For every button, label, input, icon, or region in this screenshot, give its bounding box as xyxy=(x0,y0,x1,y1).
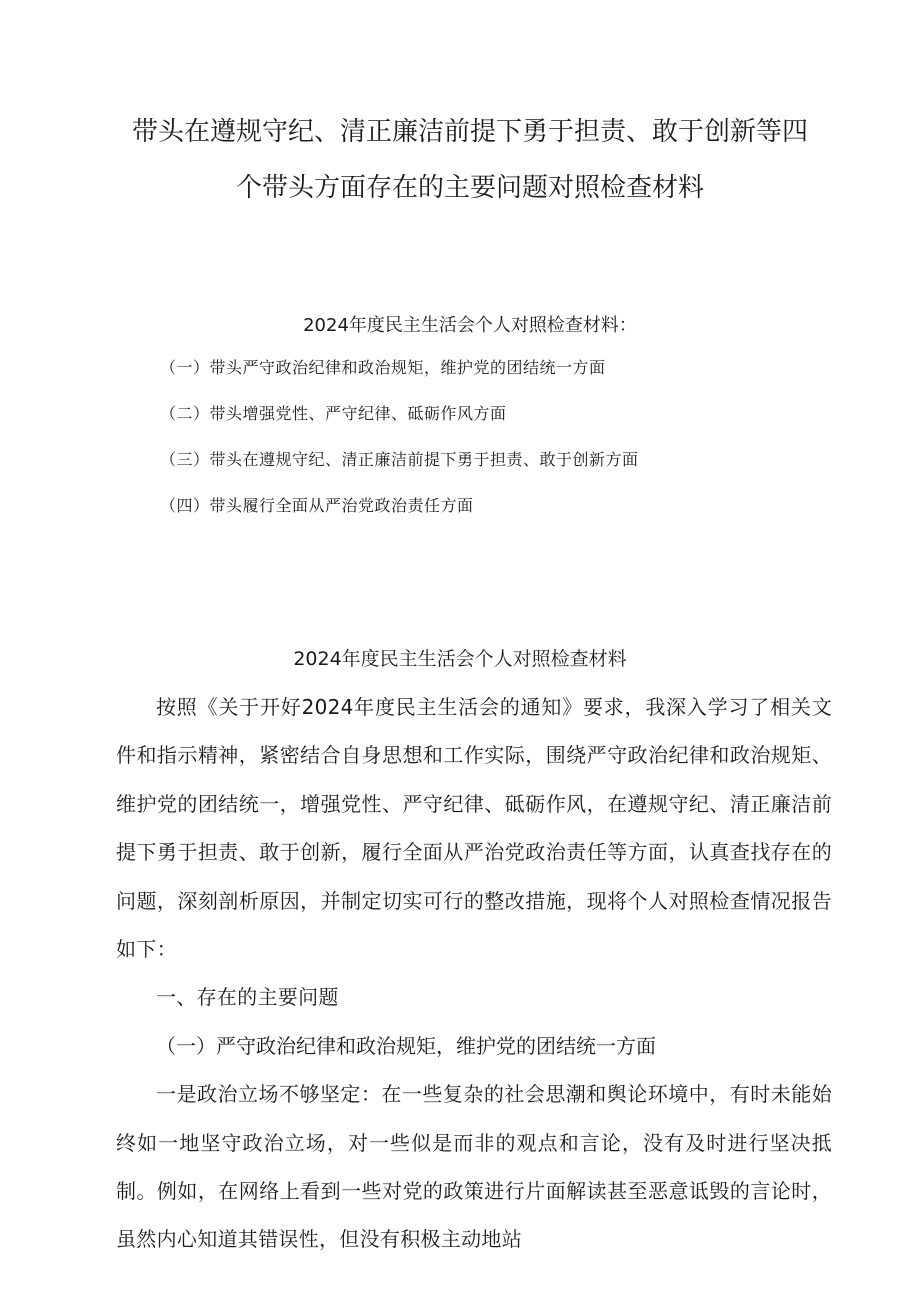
part-one-heading: 一、存在的主要问题 xyxy=(156,985,339,1010)
document-body xyxy=(116,683,832,1264)
point-one-paragraph: 一是政治立场不够坚定：在一些复杂的社会思潮和舆论环境中，有时未能始终如一地坚守政治立场，对一些似是而非的观点和言论，没有及时进行坚决抵制。例如，在网络上看到一些对党的政策进行片面解读甚至恶意诋毁的言论时，虽然内心知道其错误性，但没有积极主动地站 xyxy=(116,1082,832,1252)
document-title-line-1: 带头在遵规守纪、清正廉洁前提下勇于担责、敢于创新等四 xyxy=(131,117,808,147)
document-title-line-2: 个带头方面存在的主要问题对照检查材料 xyxy=(235,173,704,203)
section-heading: 2024年度民主生活会个人对照检查材料 xyxy=(293,648,627,670)
subsection-one-heading: （一）严守政治纪律和政治规矩，维护党的团结统一方面 xyxy=(156,1033,656,1058)
toc-list xyxy=(160,355,860,539)
document-title xyxy=(120,104,820,216)
toc-heading: 2024年度民主生活会个人对照检查材料： xyxy=(303,315,637,336)
toc-item: （三）带头在遵规守纪、清正廉洁前提下勇于担责、敢于创新方面 xyxy=(160,450,639,469)
toc-item: （一）带头严守政治纪律和政治规矩，维护党的团结统一方面 xyxy=(160,358,606,377)
toc-item: （二）带头增强党性、严守纪律、砥砺作风方面 xyxy=(160,404,507,423)
toc-item: （四）带头履行全面从严治党政治责任方面 xyxy=(160,496,474,515)
intro-paragraph: 按照《关于开好2024年度民主生活会的通知》要求，我深入学习了相关文件和指示精神，紧密结合自身思想和工作实际，围绕严守政治纪律和政治规矩、维护党的团结统一，增强党性、严守纪律、砥砺作风，在遵规守纪、清正廉洁前提下勇于担责、敢于创新，履行全面从严治党政治责任等方面，认真查找存在的问题，深刻剖析原因，并制定切实可行的整改措施，现将个人对照检查情况报告如下： xyxy=(116,695,832,962)
